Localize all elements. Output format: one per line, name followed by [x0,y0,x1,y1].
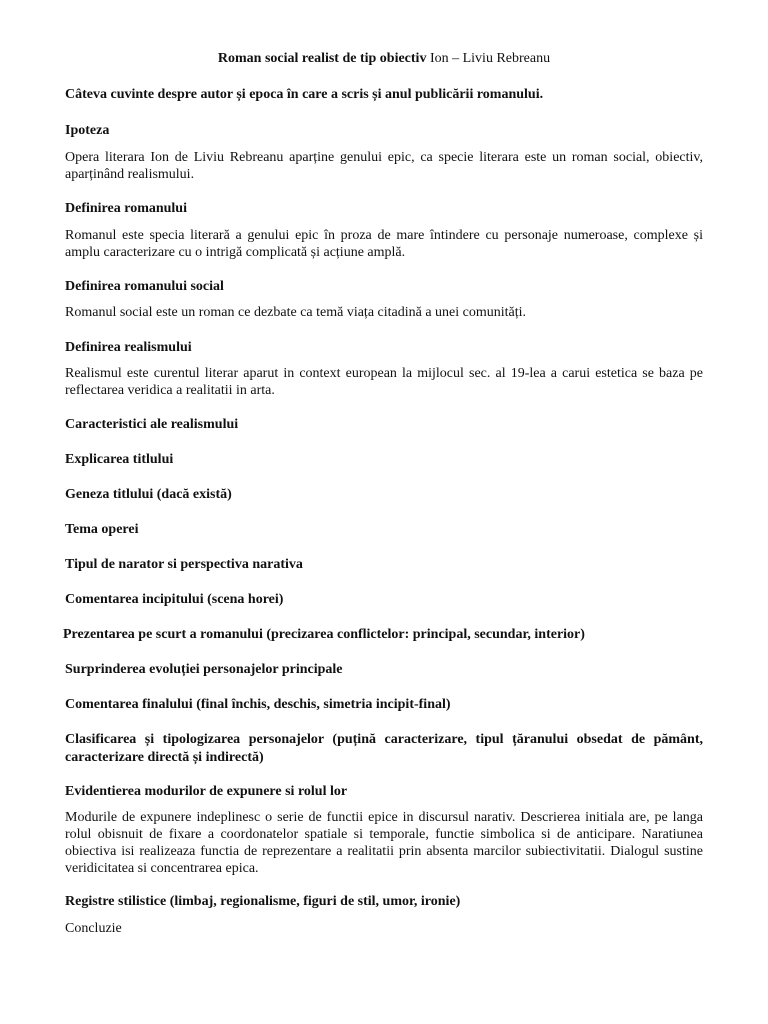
section-body-roman-social: Romanul social este un roman ce dezbate ca temă viața citadină a unei comunități. [65,305,527,320]
document-page [65,50,703,937]
section-heading-author: Câteva cuvinte despre autor și epoca în care a scris și anul publicării romanului. [65,87,544,102]
section-heading-narator: Tipul de narator si perspectiva narativa [65,557,303,572]
section-body-definire-roman: Romanul este specia literară a genului epic în proza de mare întindere cu personaje numeroase, complexe și amplu caracterizare cu o intrigă complicată și acțiune amplă. [65,228,703,260]
section-heading-clasificare: Clasificarea și tipologizarea personajelor (puțină caracterizare, tipul țăranului obsedat de pământ, caracterizare directă și indirectă) [65,732,703,765]
section-concluzie: Concluzie [65,921,122,936]
section-body-ipoteza: Opera literara Ion de Liviu Rebreanu aparține genului epic, ca specie literara este un roman social, obiectiv, aparținând realismului. [65,150,703,182]
title-bold: Roman social realist de tip obiectiv [217,51,427,66]
document-title [65,50,703,68]
section-heading-evolutie: Surprinderea evoluției personajelor principale [65,662,343,677]
section-body-realism: Realismul este curentul literar aparut in context european la mijlocul sec. al 19-lea a carui estetica se baza pe reflectarea veridica a realitatii in arta. [65,366,703,398]
title-rest: Ion – Liviu Rebreanu [426,51,551,66]
section-heading-tema: Tema operei [65,522,139,537]
section-heading-definire-roman: Definirea romanului [65,201,187,216]
section-heading-final: Comentarea finalului (final închis, deschis, simetria incipit-final) [65,697,451,712]
section-heading-incipit: Comentarea incipitului (scena horei) [65,592,284,607]
section-heading-moduri-expunere: Evidentierea modurilor de expunere si rolul lor [65,784,348,799]
section-heading-roman-social: Definirea romanului social [65,279,224,294]
section-heading-geneza: Geneza titlului (dacă există) [65,487,232,502]
section-heading-ipoteza: Ipoteza [65,123,110,138]
section-heading-prezentare: Prezentarea pe scurt a romanului (precizarea conflictelor: principal, secundar, interior) [63,627,585,642]
section-heading-registre: Registre stilistice (limbaj, regionalisme, figuri de stil, umor, ironie) [65,894,461,909]
section-heading-caracteristici: Caracteristici ale realismului [65,417,239,432]
section-heading-explicare-titlu: Explicarea titlului [65,452,174,467]
section-body-moduri-expunere: Modurile de expunere indeplinesc o serie de functii epice in discursul narativ. Descrierea initiala are, pe langa rolul obisnuit de fixare a coordonatelor spatiale si temporale, functie simbolica si de anticipare. Naratiunea obiectiva isi realizeaza functia de reprezentare a realitatii prin absenta marcilor subiectivitatii. Dialogul sustine veridicitatea si concentrarea epica. [65,810,703,876]
section-heading-realism: Definirea realismului [65,340,192,355]
